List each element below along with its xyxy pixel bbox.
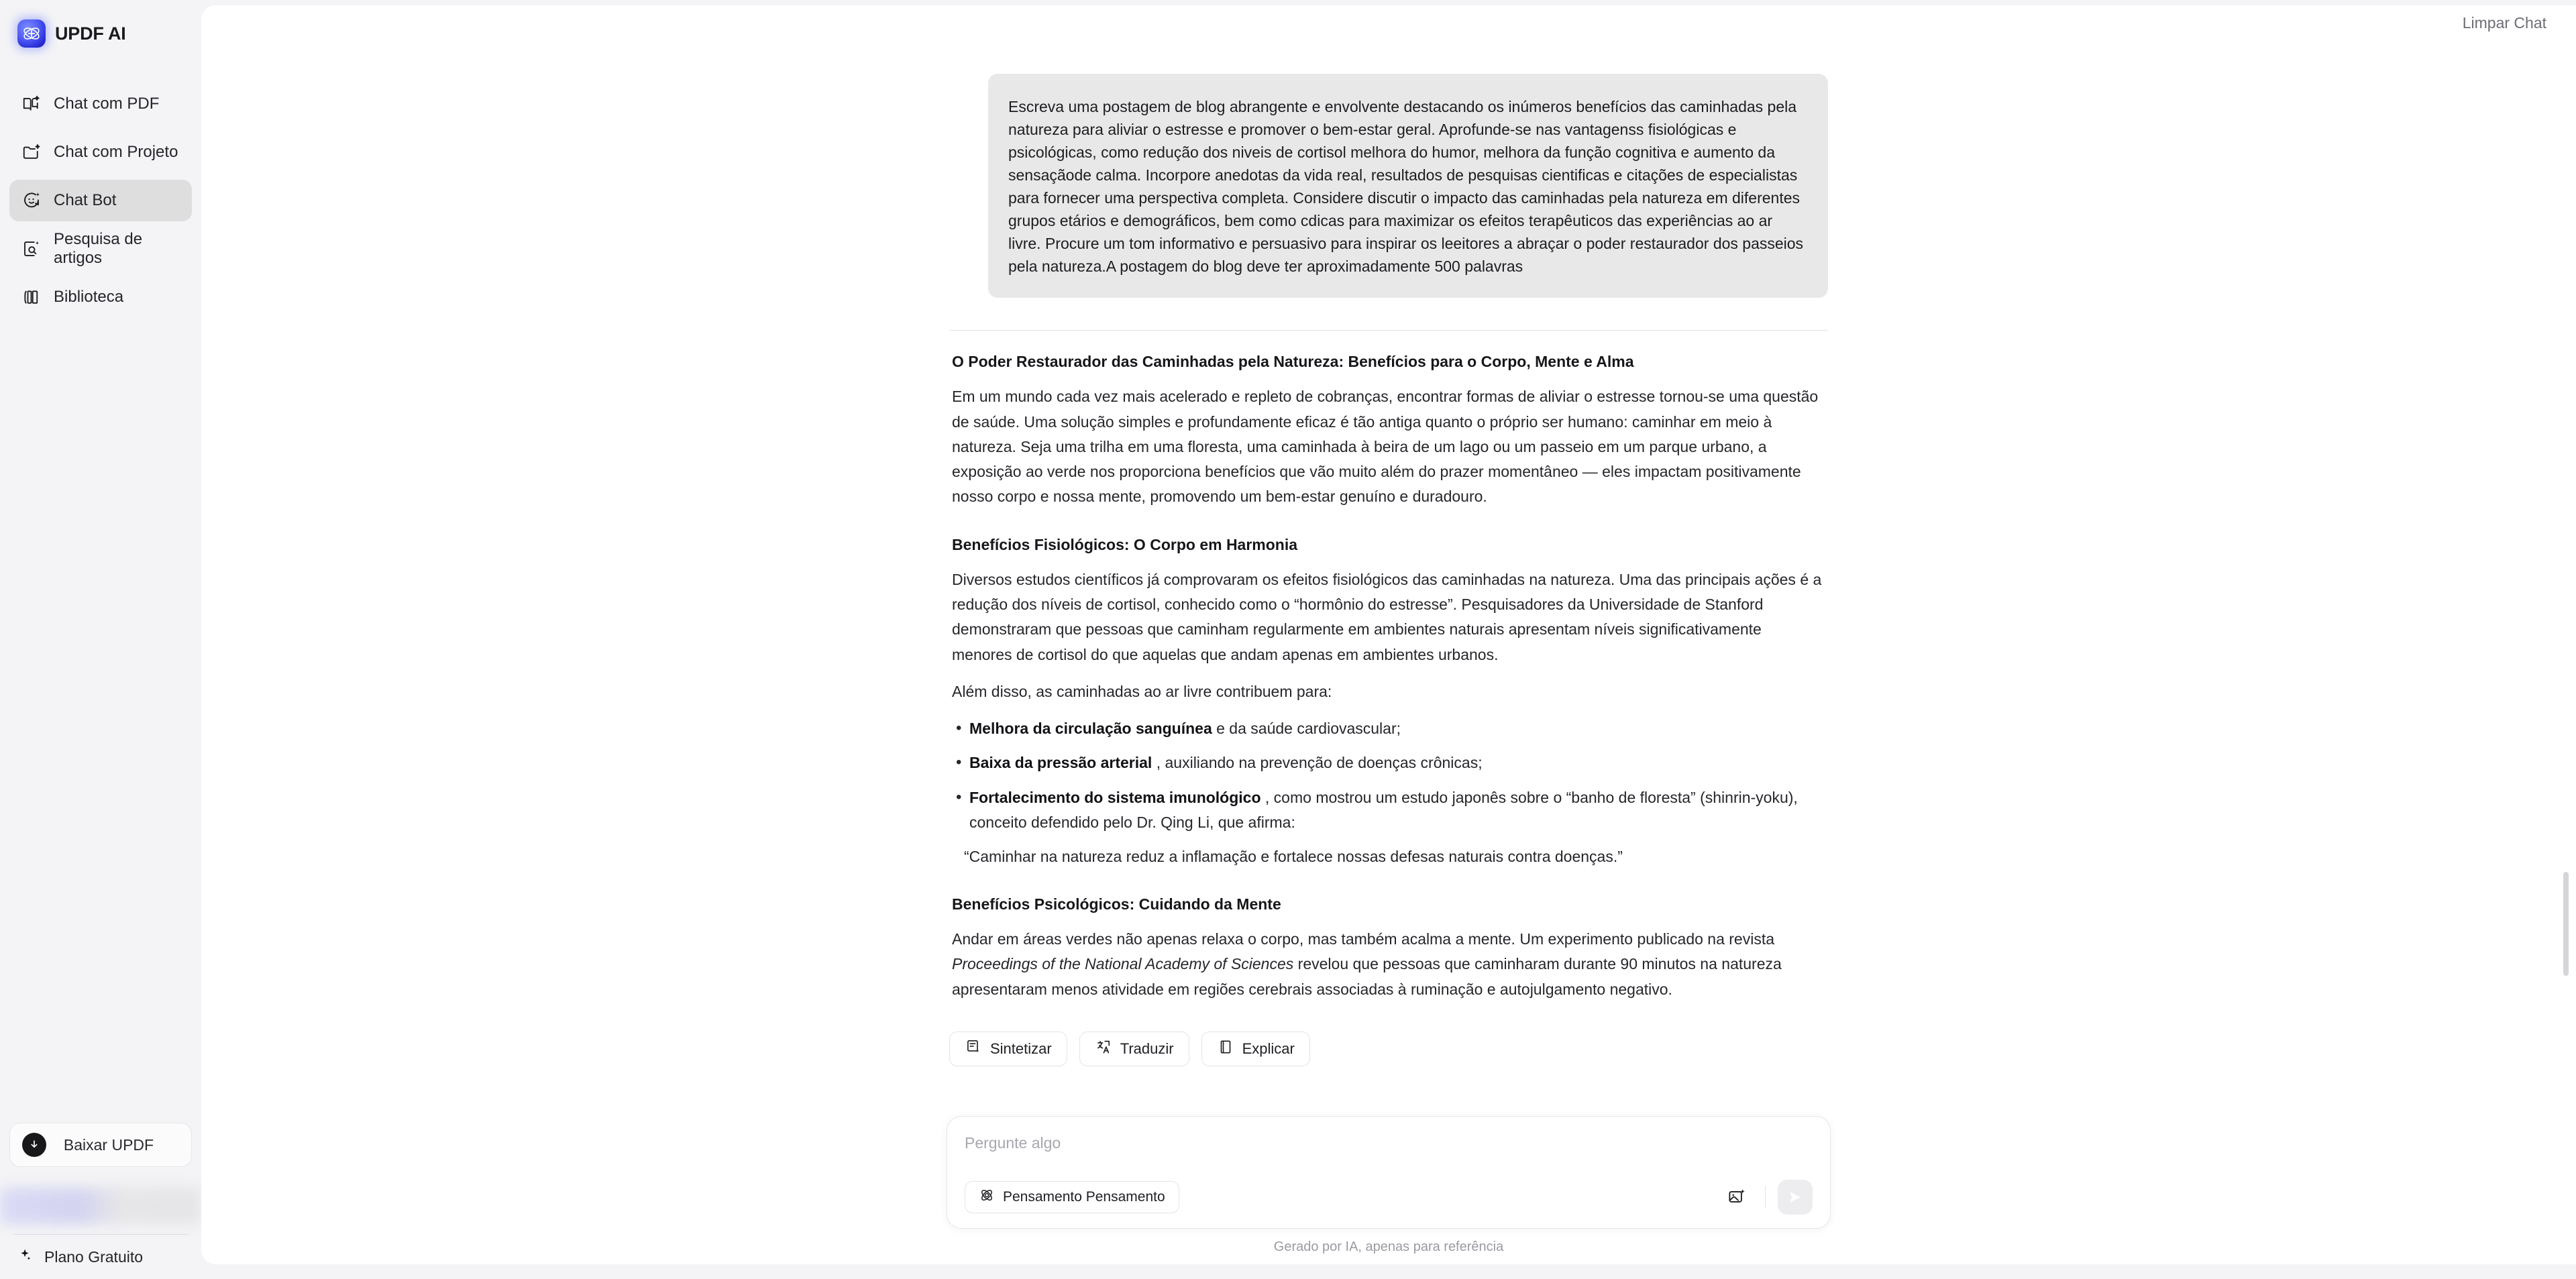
sintetizar-label: Sintetizar bbox=[990, 1040, 1052, 1057]
assistant-message bbox=[949, 351, 1828, 1002]
sidebar-footer bbox=[0, 1123, 201, 1279]
sidebar-item-chat-com-pdf[interactable] bbox=[9, 83, 192, 125]
composer[interactable] bbox=[947, 1116, 1831, 1229]
sidebar-item-biblioteca[interactable] bbox=[9, 276, 192, 318]
list-item-rest: , auxiliando na prevenção de doenças crônicas; bbox=[1152, 754, 1483, 772]
composer-separator bbox=[1765, 1186, 1766, 1209]
assistant-title: O Poder Restaurador das Caminhadas pela Natureza: Benefícios para o Corpo, Mente e Alma bbox=[952, 353, 1634, 371]
image-sparkle-icon[interactable] bbox=[1721, 1181, 1753, 1213]
composer-toolbar bbox=[965, 1180, 1813, 1215]
composer-right-controls bbox=[1721, 1180, 1813, 1215]
download-updf-label: Baixar UPDF bbox=[63, 1135, 154, 1154]
list-item bbox=[952, 750, 1825, 775]
expert-quote: “Caminhar na natureza reduz a inflamação e fortalece nossas defesas naturais contra doenças.” bbox=[964, 848, 1623, 866]
sidebar-item-chat-com-projeto[interactable] bbox=[9, 131, 192, 173]
send-button[interactable] bbox=[1778, 1180, 1813, 1215]
brand bbox=[9, 0, 192, 67]
composer-wrapper bbox=[201, 1116, 2576, 1264]
thinking-mode-button[interactable] bbox=[965, 1181, 1179, 1213]
chat-content bbox=[949, 40, 1828, 1221]
send-arrow-icon bbox=[1786, 1188, 1805, 1207]
sidebar bbox=[0, 0, 201, 1279]
book-explain-icon bbox=[1217, 1038, 1234, 1060]
plan-status-label: Plano Gratuito bbox=[44, 1247, 144, 1266]
sidebar-item-label: Chat com Projeto bbox=[54, 143, 178, 161]
section-body-psicologicos bbox=[952, 927, 1825, 1002]
chat-panel bbox=[201, 5, 2576, 1264]
psico-text-part1: Andar em áreas verdes não apenas relaxa o corpo, mas também acalma a mente. Um experimento publicado na revista bbox=[952, 930, 1775, 948]
main-area bbox=[201, 0, 2576, 1279]
sidebar-item-label: Pesquisa de artigos bbox=[54, 230, 143, 267]
sidebar-item-label: Chat Bot bbox=[54, 191, 117, 209]
folder-sparkle-icon bbox=[20, 141, 43, 164]
plan-status-row[interactable] bbox=[9, 1235, 192, 1279]
thinking-mode-label: Pensamento Pensamento bbox=[1003, 1189, 1165, 1205]
brand-name: UPDF AI bbox=[55, 23, 126, 44]
traduzir-button[interactable] bbox=[1079, 1032, 1189, 1066]
sidebar-item-label: Chat com PDF bbox=[54, 95, 160, 113]
sintetizar-button[interactable] bbox=[949, 1032, 1067, 1066]
scrollbar-track[interactable] bbox=[2563, 80, 2569, 1251]
chat-face-sparkle-icon bbox=[20, 189, 43, 212]
scrollbar-thumb[interactable] bbox=[2563, 872, 2569, 976]
benefits-list bbox=[952, 716, 1825, 835]
assistant-action-buttons bbox=[949, 1032, 1828, 1066]
sidebar-nav bbox=[9, 83, 192, 318]
chat-scroll-area[interactable] bbox=[201, 40, 2576, 1264]
list-item-rest: , como mostrou um estudo japonês sobre o “banho de floresta” (shinrin-yoku), conceito defendido pelo Dr. Qing Li, que afirma: bbox=[969, 788, 1798, 831]
list-item bbox=[952, 716, 1825, 741]
atom-icon bbox=[979, 1187, 995, 1207]
message-divider bbox=[949, 330, 1828, 331]
library-books-icon bbox=[20, 286, 43, 309]
book-sparkle-icon bbox=[20, 93, 43, 115]
updf-ai-logo-icon bbox=[17, 19, 46, 48]
message-input[interactable]: Pergunte algo bbox=[965, 1134, 1061, 1152]
ai-disclaimer: Gerado por IA, apenas para referência bbox=[1273, 1239, 1504, 1254]
psico-text-part2: revelou que pessoas que caminharam durante 90 minutos na natureza apresentaram menos atividade em regiões cerebrais associadas à ruminação e autojulgamento negativo. bbox=[952, 955, 1782, 998]
list-item-bold: Baixa da pressão arterial bbox=[969, 754, 1152, 772]
download-icon bbox=[22, 1133, 46, 1157]
translate-icon bbox=[1095, 1038, 1112, 1060]
traduzir-label: Traduzir bbox=[1120, 1040, 1174, 1057]
promo-banner-blurred bbox=[0, 1187, 201, 1225]
list-item-bold: Fortalecimento do sistema imunológico bbox=[969, 788, 1261, 806]
download-updf-button[interactable] bbox=[9, 1123, 192, 1167]
sparkle-icon bbox=[17, 1247, 35, 1268]
assistant-intro-paragraph: Em um mundo cada vez mais acelerado e repleto de cobranças, encontrar formas de aliviar o estresse tornou-se uma questão de saúde. Uma solução simples e profundamente eficaz é tão antiga quanto o próprio ser humano: caminhar em meio à natureza. Seja uma trilha em uma floresta, uma caminhada à beira de um lago ou um passeio em um parque urbano, a exposição ao verde nos proporciona benefícios que vão muito além do prazer momentâneo — eles impactam positivamente nosso corpo e nossa mente, promovendo um bem-estar genuíno e duradouro. bbox=[952, 388, 1819, 506]
sidebar-item-label: Biblioteca bbox=[54, 288, 124, 306]
section-heading-psicologicos: Benefícios Psicológicos: Cuidando da Mente bbox=[952, 895, 1281, 913]
section-heading-fisiologicos: Benefícios Fisiológicos: O Corpo em Harmonia bbox=[952, 535, 1298, 553]
list-item bbox=[952, 785, 1825, 836]
explicar-label: Explicar bbox=[1242, 1040, 1295, 1057]
list-item-rest: e da saúde cardiovascular; bbox=[1212, 720, 1401, 738]
sidebar-item-chat-bot[interactable] bbox=[9, 180, 192, 221]
list-item-bold: Melhora da circulação sanguínea bbox=[969, 720, 1212, 738]
explicar-button[interactable] bbox=[1201, 1032, 1310, 1066]
chat-topbar bbox=[201, 5, 2576, 40]
journal-name-italic: Proceedings of the National Academy of Sciences bbox=[952, 955, 1294, 973]
sidebar-item-pesquisa-de-artigos[interactable] bbox=[9, 228, 192, 270]
document-search-sparkle-icon bbox=[20, 237, 43, 260]
summarize-sparkle-icon bbox=[965, 1038, 982, 1060]
bullets-lead-in: Além disso, as caminhadas ao ar livre contribuem para: bbox=[952, 682, 1332, 700]
section-body-fisiologicos: Diversos estudos científicos já comprovaram os efeitos fisiológicos das caminhadas na natureza. Uma das principais ações é a redução dos níveis de cortisol, conhecido como o “hormônio do estresse”. Pesquisadores da Universidade de Stanford demonstraram que pessoas que caminham regularmente em ambientes naturais apresentam níveis significativamente menores de cortisol do que aquelas que andam apenas em ambientes urbanos. bbox=[952, 570, 1822, 663]
user-message-bubble: Escreva uma postagem de blog abrangente e envolvente destacando os inúmeros benefícios das caminhadas pela natureza para aliviar o estresse e promover o bem-estar geral. Aprofunde-se nas vantagenss fisiológicas e psicológicas, como redução dos niveis de cortisol melhora do humor, melhora da função cognitiva e aumento da sensaçãode calma. Incorpore anedotas da vida real, resultados de pesquisas cientificas e citações de especialistas para fornecer uma perspectiva completa. Considere discutir o impacto das caminhadas pela natureza em diferentes grupos etários e demográficos, bem como cdicas para maximizar os efeitos terapêuticos das experiências ao ar livre. Procure um tom informativo e persuasivo para inspirar os leeitores a abraçar o poder restaurador dos passeios pela natureza.A postagem do blog deve ter aproximadamente 500 palavras bbox=[988, 74, 1828, 298]
clear-chat-button[interactable]: Limpar Chat bbox=[2462, 13, 2546, 32]
